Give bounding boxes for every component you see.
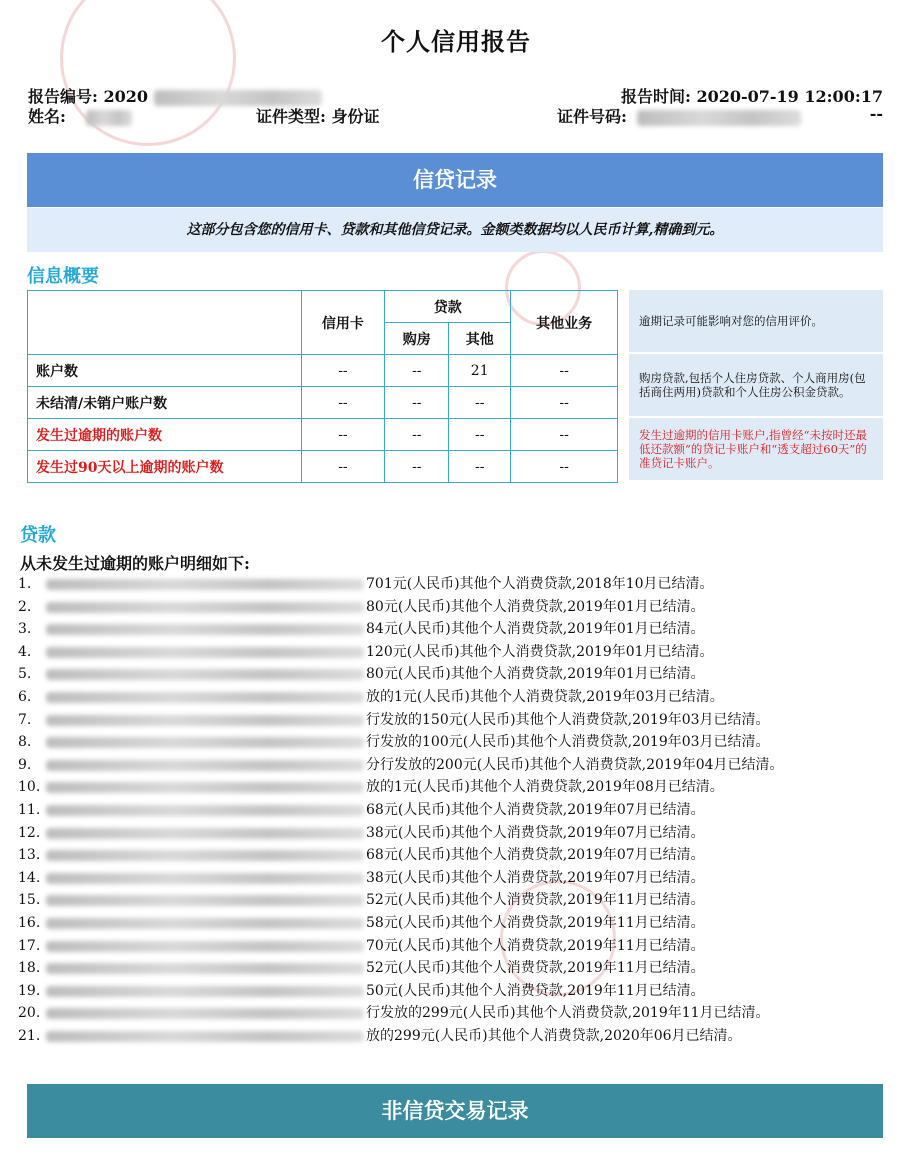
row-label: 账户数 — [28, 355, 302, 387]
item-number: 3. — [18, 621, 32, 638]
table-cell: -- — [511, 387, 618, 419]
item-number: 21. — [18, 1027, 41, 1044]
list-item — [18, 799, 898, 822]
item-number: 10. — [18, 779, 41, 796]
table-cell: -- — [511, 355, 618, 387]
table-cell: -- — [449, 387, 511, 419]
table-cell: -- — [511, 451, 618, 483]
report-number-value: 2020 — [103, 87, 149, 106]
table-cell: -- — [301, 451, 385, 483]
table-cell: -- — [385, 355, 449, 387]
item-number: 18. — [18, 960, 41, 977]
table-cell: -- — [385, 387, 449, 419]
item-text: 84元(人民币)其他个人消费贷款,2019年01月已结清。 — [366, 621, 705, 638]
row-label: 未结清/未销户账户数 — [28, 387, 302, 419]
redacted-id-number — [637, 110, 801, 126]
item-number: 9. — [18, 756, 32, 773]
item-text: 70元(人民币)其他个人消费贷款,2019年11月已结清。 — [366, 937, 705, 954]
report-number-label: 报告编号: — [28, 87, 98, 106]
redacted-holder-name — [86, 110, 132, 126]
side-note-house-loan: 购房贷款,包括个人住房贷款、个人商用房(包括商住两用)贷款和个人住房公积金贷款。 — [629, 354, 883, 416]
redacted-lender — [46, 1031, 364, 1042]
table-cell: 21 — [449, 355, 511, 387]
side-note-overdue: 逾期记录可能影响对您的信用评价。 — [629, 290, 883, 352]
list-item — [18, 731, 898, 754]
noncredit-record-banner: 非信贷交易记录 — [27, 1084, 883, 1138]
holder-name-label: 姓名: — [28, 107, 66, 126]
item-text: 68元(人民币)其他个人消费贷款,2019年07月已结清。 — [366, 801, 705, 818]
item-text: 38元(人民币)其他个人消费贷款,2019年07月已结清。 — [366, 824, 705, 841]
list-item — [18, 686, 898, 709]
col-loan-house: 购房 — [385, 323, 449, 355]
item-text: 52元(人民币)其他个人消费贷款,2019年11月已结清。 — [366, 892, 705, 909]
redacted-lender — [46, 941, 364, 952]
redacted-lender — [46, 805, 364, 816]
list-item — [18, 889, 898, 912]
list-item — [18, 957, 898, 980]
list-item — [18, 641, 898, 664]
list-item — [18, 776, 898, 799]
table-row — [28, 419, 618, 451]
item-number: 2. — [18, 598, 32, 615]
col-loan-other: 其他 — [449, 323, 511, 355]
list-item — [18, 618, 898, 641]
list-item — [18, 867, 898, 890]
id-type — [256, 104, 380, 127]
item-number: 12. — [18, 824, 41, 841]
loan-section-title: 贷款 — [20, 525, 56, 546]
redacted-lender — [46, 873, 364, 884]
item-number: 5. — [18, 666, 32, 683]
table-cell: -- — [449, 419, 511, 451]
list-item — [18, 935, 898, 958]
item-number: 1. — [18, 576, 32, 592]
table-row — [28, 355, 618, 387]
item-number: 13. — [18, 847, 41, 864]
item-text: 38元(人民币)其他个人消费贷款,2019年07月已结清。 — [366, 869, 705, 886]
list-item — [18, 912, 898, 935]
list-item — [18, 663, 898, 686]
table-cell: -- — [301, 387, 385, 419]
redacted-lender — [46, 828, 364, 839]
redacted-lender — [46, 963, 364, 974]
id-number-suffix: -- — [869, 104, 883, 123]
redacted-lender — [46, 647, 364, 658]
item-text: 58元(人民币)其他个人消费贷款,2019年11月已结清。 — [366, 914, 705, 931]
redacted-lender — [46, 624, 364, 635]
item-text: 80元(人民币)其他个人消费贷款,2019年01月已结清。 — [366, 666, 705, 683]
report-time-label: 报告时间: — [620, 87, 691, 106]
list-item — [18, 754, 898, 777]
item-text: 52元(人民币)其他个人消费贷款,2019年11月已结清。 — [366, 960, 705, 977]
item-number: 8. — [18, 734, 32, 751]
redacted-lender — [46, 850, 364, 861]
item-number: 14. — [18, 869, 41, 886]
col-credit-card: 信用卡 — [301, 291, 385, 355]
item-number: 15. — [18, 892, 41, 909]
redacted-lender — [46, 895, 364, 906]
item-text: 80元(人民币)其他个人消费贷款,2019年01月已结清。 — [366, 598, 705, 615]
redacted-lender — [46, 1008, 364, 1019]
table-cell: -- — [449, 451, 511, 483]
redacted-lender — [46, 986, 364, 997]
id-number — [557, 104, 801, 127]
redacted-lender — [46, 602, 364, 613]
side-note-overdue-card: 发生过逾期的信用卡账户,指曾经“未按时还最低还款额”的贷记卡账户和“透支超过60天”的准贷记卡账户。 — [629, 418, 883, 480]
summary-title: 信息概要 — [27, 266, 99, 287]
table-cell: -- — [301, 355, 385, 387]
table-cell: -- — [385, 419, 449, 451]
item-number: 4. — [18, 643, 32, 660]
summary-header-row — [28, 291, 618, 323]
holder-name — [28, 104, 132, 127]
item-text: 放的299元(人民币)其他个人消费贷款,2020年06月已结清。 — [366, 1027, 742, 1044]
redacted-lender — [46, 669, 364, 680]
report-title: 个人信用报告 — [381, 27, 531, 56]
item-text: 68元(人民币)其他个人消费贷款,2019年07月已结清。 — [366, 847, 705, 864]
table-cell: -- — [511, 419, 618, 451]
redacted-lender — [46, 918, 364, 929]
credit-record-note: 这部分包含您的信用卡、贷款和其他信贷记录。金额类数据均以人民币计算,精确到元。 — [27, 208, 883, 252]
report-time-value: 2020-07-19 12:00:17 — [696, 87, 883, 106]
loan-list-subtitle: 从未发生过逾期的账户明细如下: — [20, 554, 250, 573]
list-item — [18, 1025, 898, 1048]
loan-list — [18, 573, 898, 1047]
list-item — [18, 1002, 898, 1025]
redacted-lender — [46, 692, 364, 703]
list-item — [18, 844, 898, 867]
id-number-label: 证件号码: — [557, 107, 627, 126]
item-number: 17. — [18, 937, 41, 954]
item-text: 放的1元(人民币)其他个人消费贷款,2019年08月已结清。 — [366, 779, 724, 796]
item-text: 行发放的150元(人民币)其他个人消费贷款,2019年03月已结清。 — [366, 711, 770, 728]
redacted-lender — [46, 715, 364, 726]
table-row — [28, 451, 618, 483]
table-cell: -- — [385, 451, 449, 483]
item-number: 6. — [18, 688, 32, 705]
summary-corner-cell — [28, 291, 302, 355]
list-item — [18, 709, 898, 732]
item-number: 19. — [18, 982, 41, 999]
table-cell: -- — [301, 419, 385, 451]
summary-table — [27, 290, 618, 483]
list-item — [18, 822, 898, 845]
item-text: 50元(人民币)其他个人消费贷款,2019年11月已结清。 — [366, 982, 705, 999]
list-item — [18, 980, 898, 1003]
redacted-lender — [46, 737, 364, 748]
item-text: 放的1元(人民币)其他个人消费贷款,2019年03月已结清。 — [366, 688, 724, 705]
redacted-lender — [46, 579, 364, 590]
redacted-lender — [46, 760, 364, 771]
row-label: 发生过逾期的账户数 — [28, 419, 302, 451]
id-type-value: 身份证 — [331, 107, 380, 126]
item-text: 701元(人民币)其他个人消费贷款,2018年10月已结清。 — [366, 576, 714, 592]
item-number: 11. — [18, 801, 41, 818]
item-number: 7. — [18, 711, 32, 728]
redacted-lender — [46, 782, 364, 793]
table-row — [28, 387, 618, 419]
item-text: 120元(人民币)其他个人消费贷款,2019年01月已结清。 — [366, 643, 714, 660]
row-label: 发生过90天以上逾期的账户数 — [28, 451, 302, 483]
item-text: 行发放的100元(人民币)其他个人消费贷款,2019年03月已结清。 — [366, 734, 770, 751]
list-item — [18, 573, 898, 596]
item-text: 行发放的299元(人民币)其他个人消费贷款,2019年11月已结清。 — [366, 1005, 770, 1022]
id-type-label: 证件类型: — [256, 107, 326, 126]
col-loan: 贷款 — [385, 291, 511, 323]
item-text: 分行发放的200元(人民币)其他个人消费贷款,2019年04月已结清。 — [366, 756, 784, 773]
col-other-business: 其他业务 — [511, 291, 618, 355]
item-number: 16. — [18, 914, 41, 931]
list-item — [18, 596, 898, 619]
item-number: 20. — [18, 1005, 41, 1022]
credit-record-banner: 信贷记录 — [27, 153, 883, 207]
